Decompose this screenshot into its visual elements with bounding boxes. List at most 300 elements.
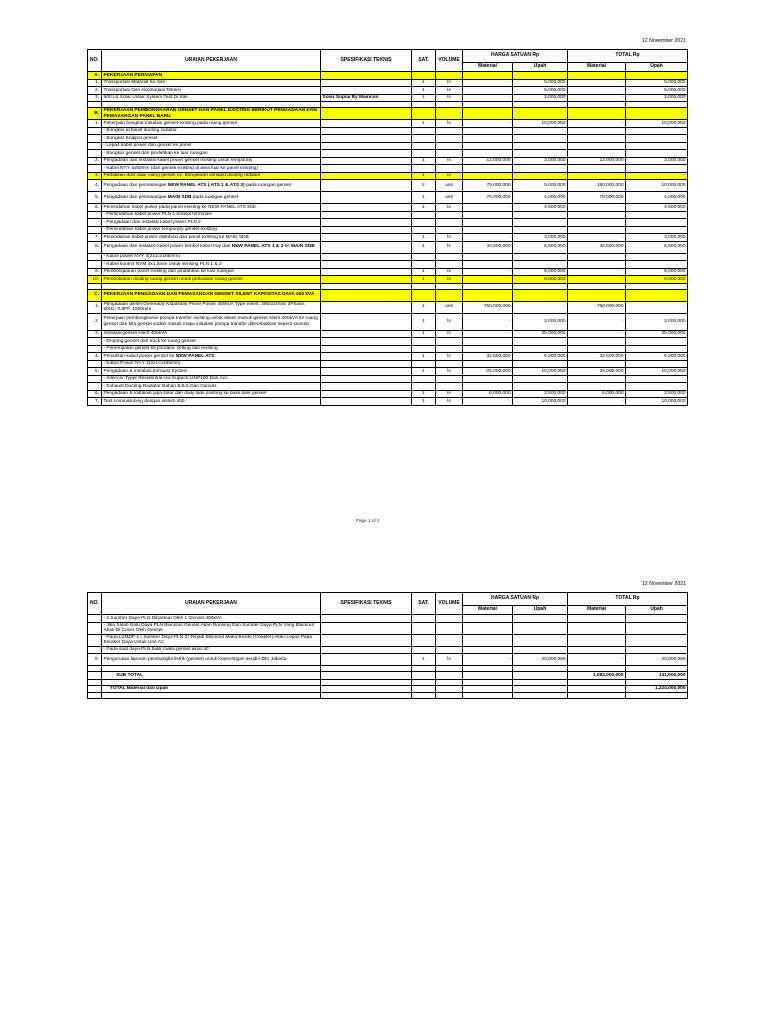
item-no (88, 127, 102, 135)
table-row (88, 94, 688, 102)
unit-price-material: 25,000,000 (463, 368, 513, 376)
item-no (88, 375, 102, 383)
item-description: Transportasi Dan Akomodasi Teknisi (102, 87, 321, 95)
table-row (88, 268, 688, 276)
item-description: - Pengadaan dan instalasi kabel power PLN 2 (102, 219, 321, 227)
total-material (568, 646, 626, 654)
header-spesifikasi: SPESIFIKASI TEKNIS (321, 50, 412, 72)
total-material: - (568, 268, 626, 276)
item-description (102, 241, 321, 253)
item-sat (412, 622, 436, 634)
item-volume: ls (436, 654, 463, 666)
item-spec (321, 634, 412, 646)
item-no: 9. (88, 268, 102, 276)
unit-price-material: 32,500,000 (463, 241, 513, 253)
total-material: 150,000,000 (568, 180, 626, 192)
item-spec (321, 672, 412, 680)
header-harga-upah: Upah (513, 606, 568, 615)
item-sat (412, 261, 436, 269)
item-sat: 1 (412, 330, 436, 338)
item-spec (321, 165, 412, 173)
item-volume: ls (436, 368, 463, 376)
text: pada ruangan genset (244, 182, 292, 188)
item-no (88, 634, 102, 646)
total-material: - (568, 398, 626, 406)
item-spec (321, 338, 412, 346)
unit-price-material: 6,000,000 (463, 390, 513, 398)
item-spec (321, 654, 412, 666)
item-no: 3. (88, 172, 102, 180)
total-upah: 10,000,000 (626, 398, 688, 406)
item-sat: 1 (412, 94, 436, 102)
total-material: - (568, 79, 626, 87)
header-total-upah: Upah (626, 63, 688, 72)
item-volume: ls (436, 353, 463, 361)
table-row (88, 654, 688, 666)
unit-price-upah: - (513, 172, 568, 180)
item-description (102, 693, 321, 699)
item-sat (412, 672, 436, 680)
unit-price-upah: 10,000,000 (513, 398, 568, 406)
item-spec (321, 180, 412, 192)
item-no (88, 135, 102, 143)
item-spec (321, 360, 412, 368)
table-row (88, 338, 688, 346)
total-upah (626, 253, 688, 261)
header-volume: VOLUME (436, 593, 463, 615)
total-upah (626, 219, 688, 227)
item-spec (321, 150, 412, 158)
total-upah: 3,000,000 (626, 157, 688, 165)
unit-price-upah (513, 685, 568, 693)
item-no (88, 383, 102, 391)
item-description: Test commisioning dengan sistem sbb : (102, 398, 321, 406)
unit-price-upah: 10,000,000 (513, 120, 568, 128)
item-spec: Solar Suplai By Maincon (321, 94, 412, 102)
item-no: 2. (88, 87, 102, 95)
total-material: - (568, 330, 626, 338)
item-spec (321, 211, 412, 219)
item-sat: 1 (412, 301, 436, 313)
item-spec (321, 72, 412, 80)
total-material (568, 108, 626, 120)
total-material (568, 135, 626, 143)
item-no: 7. (88, 398, 102, 406)
item-description: - Lepas kabel power dari genset ke panel (102, 142, 321, 150)
table-row (88, 192, 688, 204)
unit-price-material (463, 615, 513, 623)
item-sat (412, 150, 436, 158)
unit-price-upah (513, 338, 568, 346)
item-sat (412, 253, 436, 261)
item-no (88, 226, 102, 234)
item-volume (436, 150, 463, 158)
table-row (88, 135, 688, 143)
item-sat: 1 (412, 172, 436, 180)
total-upah: 141,000,000 (626, 672, 688, 680)
total-upah (626, 135, 688, 143)
item-spec (321, 142, 412, 150)
item-description (102, 192, 321, 204)
header-total-material: Material (568, 63, 626, 72)
total-material: - (568, 172, 626, 180)
item-spec (321, 79, 412, 87)
table-row (88, 353, 688, 361)
total-upah: 2,000,000 (626, 94, 688, 102)
unit-price-upah: 5,000,000 (513, 79, 568, 87)
item-volume: ls (436, 204, 463, 212)
header-no: NO. (88, 593, 102, 615)
item-description: - Pemindahan kabel power PLN 1 berikut terminasi (102, 211, 321, 219)
header-uraian: URAIAN PEKERJAAN (102, 593, 321, 615)
item-description: - Exhaust Ducting Radiator Bahan BJLS Dan Canvas (102, 383, 321, 391)
total-upah: 10,000,000 (626, 120, 688, 128)
item-spec (321, 135, 412, 143)
item-no: 4. (88, 180, 102, 192)
item-description: Pengurusan laporan pembangkit listrik (genset) untuk kepentingan sendiri DKI Jakarta (102, 654, 321, 666)
unit-price-material: - (463, 313, 513, 330)
bold-text: MAIN SDB (291, 244, 315, 250)
item-volume (436, 615, 463, 623)
unit-price-material (463, 338, 513, 346)
item-sat (412, 211, 436, 219)
item-description: - Droping genset dari truck ke ruang genset (102, 338, 321, 346)
text: Pengadaan dan instalasi kabel power berikut kabel tray dari (103, 244, 232, 250)
item-volume: ls (436, 313, 463, 330)
item-spec (321, 108, 412, 120)
unit-price-upah (513, 108, 568, 120)
item-volume (436, 375, 463, 383)
unit-price-material (463, 127, 513, 135)
item-spec (321, 622, 412, 634)
total-upah: 10,000,000 (626, 180, 688, 192)
total-upah: - (626, 172, 688, 180)
unit-price-material (463, 289, 513, 301)
text: ke (283, 244, 292, 250)
unit-price-upah (513, 219, 568, 227)
item-no (88, 338, 102, 346)
item-sat (412, 383, 436, 391)
item-no (88, 360, 102, 368)
total-material (568, 622, 626, 634)
unit-price-upah (513, 622, 568, 634)
unit-price-upah: 25,000,000 (513, 330, 568, 338)
bold-text: NEW PANEL ATS (175, 353, 215, 359)
total-upah: 25,000,000 (626, 330, 688, 338)
item-no (88, 646, 102, 654)
item-description: Pengadaan & Instalasi Exhaust System (102, 368, 321, 376)
header-harga-upah: Upah (513, 63, 568, 72)
item-no (88, 685, 102, 693)
total-material (568, 226, 626, 234)
item-spec (321, 241, 412, 253)
item-sat (412, 634, 436, 646)
item-sat: 1 (412, 654, 436, 666)
item-description: - Bongkar genset dan pindahkan ke luar ruangan (102, 150, 321, 158)
unit-price-upah (513, 165, 568, 173)
item-no: 1. (88, 120, 102, 128)
bold-text: NEW PANEL ATS 1 & 2 (231, 244, 284, 250)
item-description: Pemindahan kabel power distribusi dan panel existing ke MAIN SDB (102, 234, 321, 242)
item-volume (436, 226, 463, 234)
header-total-upah: Upah (626, 606, 688, 615)
total-upah (626, 338, 688, 346)
unit-price-upah (513, 672, 568, 680)
total-upah (626, 211, 688, 219)
item-spec (321, 172, 412, 180)
header-total: TOTAL Rp (568, 593, 688, 606)
unit-price-upah: 10,000,000 (513, 368, 568, 376)
unit-price-material: - (463, 204, 513, 212)
boq-table-2 (87, 592, 688, 699)
unit-price-material: 32,500,000 (463, 353, 513, 361)
item-description (102, 353, 321, 361)
header-harga-material: Material (463, 63, 513, 72)
item-sat (412, 338, 436, 346)
item-spec (321, 646, 412, 654)
total-material: - (568, 313, 626, 330)
table-row (88, 375, 688, 383)
item-no: 1. (88, 79, 102, 87)
total-upah (626, 345, 688, 353)
total-upah: 20,000,000 (626, 654, 688, 666)
unit-price-upah (513, 253, 568, 261)
unit-price-material: - (463, 120, 513, 128)
total-upah (626, 634, 688, 646)
header-spesifikasi: SPESIFIKASI TEKNIS (321, 593, 412, 615)
total-material: 750,000,000 (568, 301, 626, 313)
unit-price-material (463, 672, 513, 680)
item-volume: ls (436, 276, 463, 284)
header-sat: SAT. (412, 593, 436, 615)
unit-price-upah (513, 375, 568, 383)
item-no: 6. (88, 204, 102, 212)
item-volume (436, 685, 463, 693)
item-sat (412, 135, 436, 143)
unit-price-material (463, 375, 513, 383)
table-row (88, 226, 688, 234)
unit-price-material: 75,000,000 (463, 180, 513, 192)
item-description: - 2 Sumber Daya PLN Dibackup Oleh 1 Genset 400kVA (102, 615, 321, 623)
item-description: Perbaikan duct atap ruang genset ex. Bongkaran exhaust ducting radiator (102, 172, 321, 180)
unit-price-upah: 6,500,000 (513, 241, 568, 253)
header-uraian: URAIAN PEKERJAAN (102, 50, 321, 72)
item-sat: 1 (412, 204, 436, 212)
item-volume (436, 211, 463, 219)
item-sat (412, 165, 436, 173)
item-no (88, 253, 102, 261)
unit-price-upah: 5,000,000 (513, 268, 568, 276)
total-material (568, 338, 626, 346)
item-volume: unit (436, 180, 463, 192)
item-sat (412, 289, 436, 301)
item-description: SUB TOTAL (102, 672, 321, 680)
item-description: - Jika Salah Satu Daya PLN Blackout Genset Akan Running Dan Sumber Daya PLN Yang Blackout Akan Di Cover Oleh Genset (102, 622, 321, 634)
item-description: - Kabel Power NYY 4(2x1cx185mm) (102, 360, 321, 368)
unit-price-material (463, 72, 513, 80)
item-no (88, 615, 102, 623)
unit-price-upah (513, 72, 568, 80)
item-spec (321, 120, 412, 128)
item-volume: ls (436, 330, 463, 338)
total-material (568, 142, 626, 150)
total-material: - (568, 87, 626, 95)
total-material (568, 261, 626, 269)
item-sat: 1 (412, 157, 436, 165)
unit-price-upah (513, 211, 568, 219)
table-row (88, 368, 688, 376)
item-spec (321, 313, 412, 330)
table-row (88, 234, 688, 242)
item-spec (321, 253, 412, 261)
total-upah: 3,000,000 (626, 313, 688, 330)
item-description: - Kabel kontrol NYM 4x1,5mm untuk sensing PLN 1 & 2 (102, 261, 321, 269)
header-no: NO. (88, 50, 102, 72)
table-row (88, 390, 688, 398)
item-sat: 1 (412, 390, 436, 398)
total-material (568, 289, 626, 301)
total-material: - (568, 120, 626, 128)
item-sat: 1 (412, 192, 436, 204)
unit-price-material: - (463, 398, 513, 406)
item-volume: ls (436, 268, 463, 276)
unit-price-upah: 20,000,000 (513, 654, 568, 666)
unit-price-upah: 5,000,000 (513, 180, 568, 192)
total-material (568, 693, 626, 699)
item-sat: 1 (412, 313, 436, 330)
item-spec (321, 375, 412, 383)
item-sat (412, 685, 436, 693)
item-volume (436, 672, 463, 680)
table-row (88, 204, 688, 212)
unit-price-material (463, 253, 513, 261)
item-no: C. (88, 289, 102, 301)
item-volume (436, 622, 463, 634)
unit-price-material: - (463, 94, 513, 102)
item-description: Transportasi Material Ke Site (102, 79, 321, 87)
item-spec (321, 261, 412, 269)
unit-price-material (463, 383, 513, 391)
item-volume (436, 345, 463, 353)
item-description: - Silencer Typer Residential c/w Support UNP100 Dan Acc. (102, 375, 321, 383)
document-date-2: 12 November 2021 (641, 581, 686, 587)
header-harga-satuan: HARGA SATUAN Rp (463, 50, 568, 63)
total-material (568, 615, 626, 623)
item-volume (436, 253, 463, 261)
table-row (88, 211, 688, 219)
total-material (568, 685, 626, 693)
item-no: 8. (88, 654, 102, 666)
table-row (88, 253, 688, 261)
item-description: Pekerjaan pembongkaran pompa transfer existing untuk akses masuk genset silent 400kVA ke ruang genset dan bila genset sudah masuk maka instalasi pompa transfer dikembalikan seperti semula (102, 313, 321, 330)
unit-price-upah: 6,500,000 (513, 353, 568, 361)
unit-price-upah (513, 345, 568, 353)
item-sat (412, 108, 436, 120)
item-spec (321, 204, 412, 212)
unit-price-material (463, 685, 513, 693)
total-material (568, 219, 626, 227)
item-description: Pemindahan kabel power pada panel existing ke NEW PANEL ATS Sbb : (102, 204, 321, 212)
table-row (88, 180, 688, 192)
item-volume (436, 261, 463, 269)
table-row (88, 634, 688, 646)
total-upah: 4,500,000 (626, 204, 688, 212)
item-description (102, 180, 321, 192)
unit-price-upah (513, 226, 568, 234)
item-sat (412, 345, 436, 353)
table-row (88, 330, 688, 338)
item-sat: 1 (412, 120, 436, 128)
total-material: 75,000,000 (568, 192, 626, 204)
item-no (88, 345, 102, 353)
item-no (88, 261, 102, 269)
unit-price-upah: 5,000,000 (513, 276, 568, 284)
total-material: 6,000,000 (568, 390, 626, 398)
item-volume: ls (436, 234, 463, 242)
item-volume: unit (436, 192, 463, 204)
item-sat: 1 (412, 368, 436, 376)
boq-body-2 (88, 615, 688, 699)
item-volume (436, 127, 463, 135)
item-spec (321, 390, 412, 398)
bold-text: NEW PANEL ATS ( ATS 1 & ATS 2) (167, 182, 245, 188)
unit-price-material: - (463, 172, 513, 180)
item-volume (436, 72, 463, 80)
unit-price-material (463, 150, 513, 158)
item-description: PEKERJAAN PENGADAAN DAN PEMASANGAN GENSET SILENT KAPASITAS DAYA 400 kVA (102, 289, 321, 301)
unit-price-material (463, 261, 513, 269)
section-row (88, 289, 688, 301)
item-description: TOTAL Material dan Upah (102, 685, 321, 693)
item-no: 3. (88, 330, 102, 338)
unit-price-material: - (463, 268, 513, 276)
unit-price-upah: 3,500,000 (513, 390, 568, 398)
item-spec (321, 353, 412, 361)
table-row (88, 383, 688, 391)
total-material (568, 360, 626, 368)
table-row (88, 261, 688, 269)
unit-price-material: - (463, 79, 513, 87)
item-no (88, 622, 102, 634)
total-upah (626, 226, 688, 234)
table-row (88, 127, 688, 135)
item-sat (412, 375, 436, 383)
total-upah: 3,000,000 (626, 234, 688, 242)
total-upah: 4,000,000 (626, 192, 688, 204)
total-upah (626, 261, 688, 269)
total-upah (626, 108, 688, 120)
text: pada ruangan genset (191, 194, 239, 200)
total-material: - (568, 234, 626, 242)
unit-price-upah: 3,000,000 (513, 313, 568, 330)
total-material: - (568, 276, 626, 284)
item-description: Pengadaan & Instalasi pipa solar dari daily tank existing ke base tank genset (102, 390, 321, 398)
total-upah (626, 127, 688, 135)
text: Penarikan kabel power genset ke (103, 353, 176, 359)
total-upah (626, 289, 688, 301)
item-spec (321, 226, 412, 234)
unit-price-upah (513, 261, 568, 269)
table-row (88, 120, 688, 128)
item-spec (321, 289, 412, 301)
item-volume (436, 289, 463, 301)
total-upah: 6,500,000 (626, 353, 688, 361)
total-material: - (568, 94, 626, 102)
total-material (568, 211, 626, 219)
item-sat: 1 (412, 79, 436, 87)
total-material: 32,500,000 (568, 241, 626, 253)
unit-price-material (463, 135, 513, 143)
